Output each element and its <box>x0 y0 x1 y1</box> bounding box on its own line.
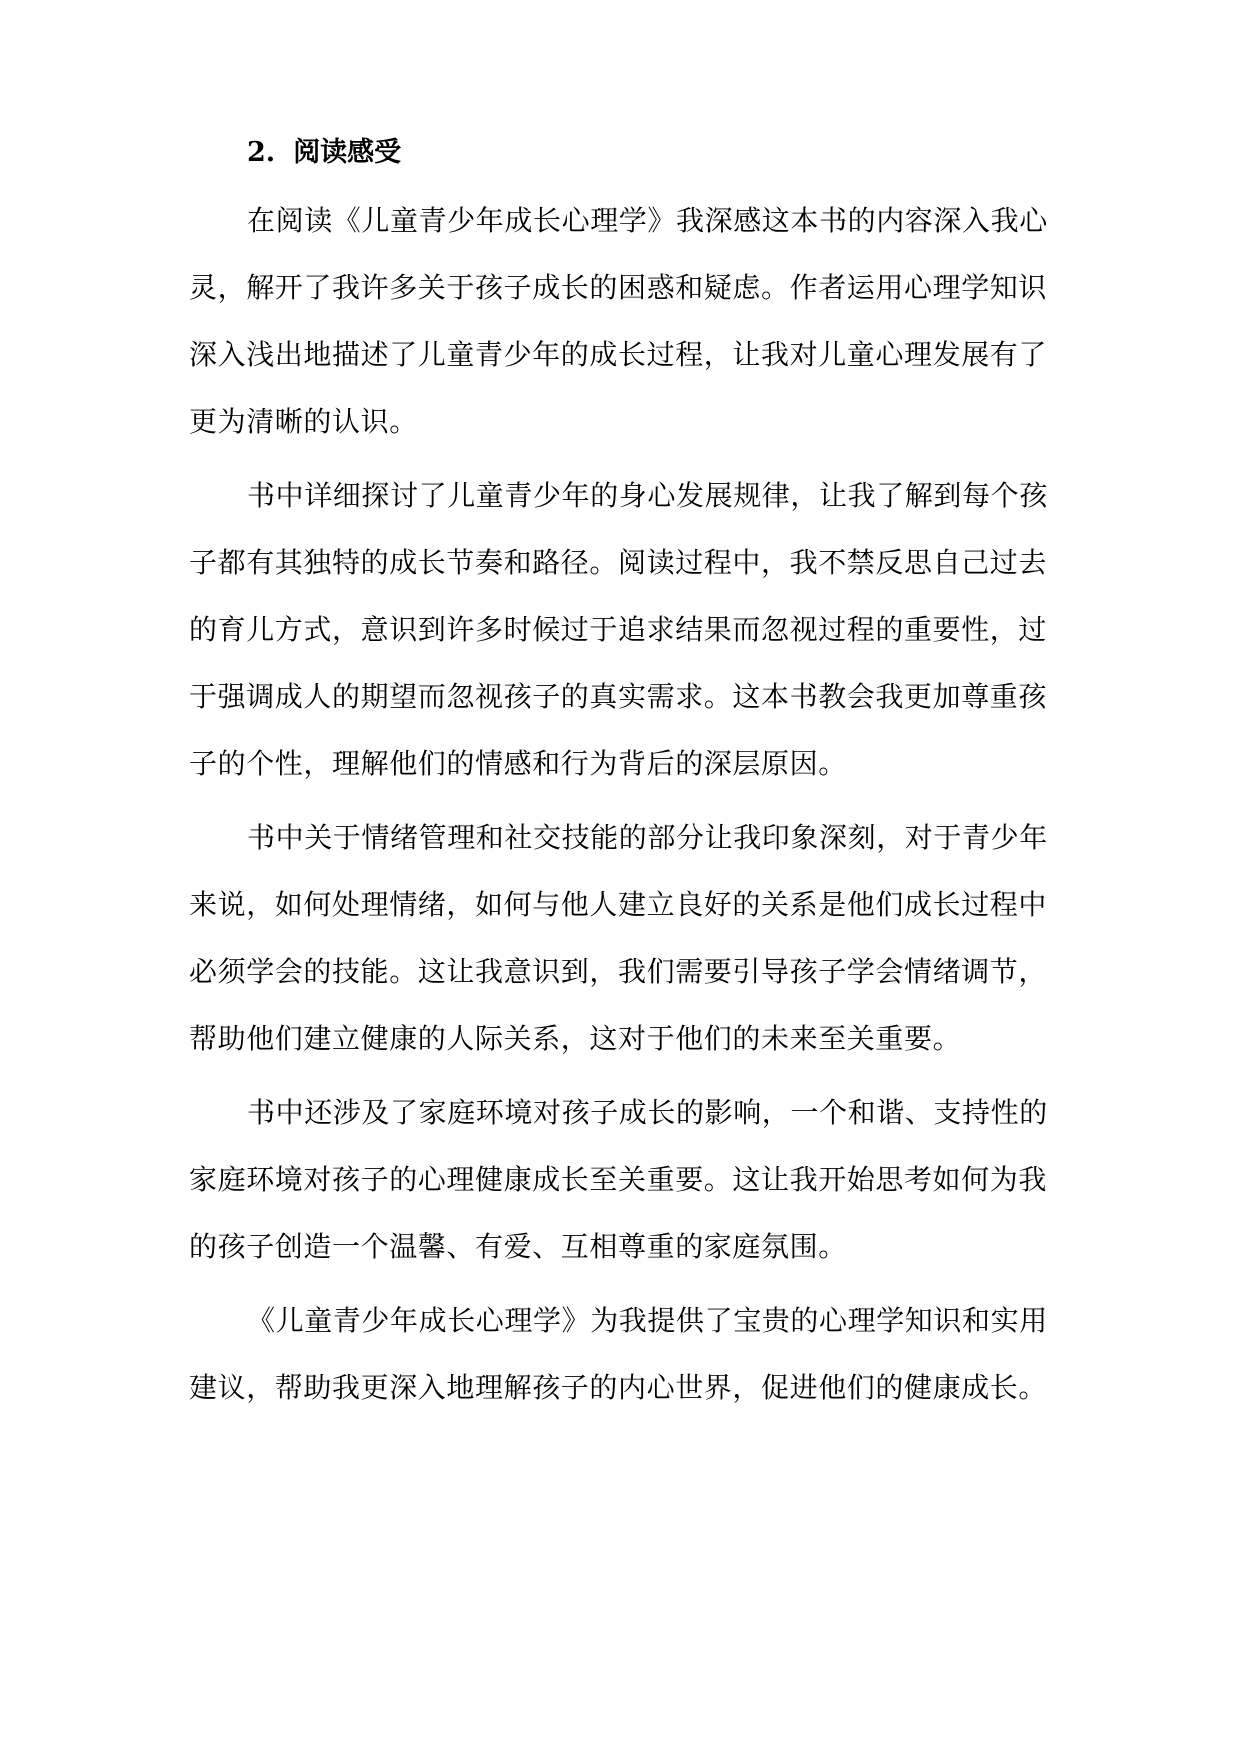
paragraph-2-line-3: 的育儿方式，意识到许多时候过于追求结果而忽视过程的重要性，过 <box>189 613 1048 646</box>
paragraph-3-line-4: 帮助他们建立健康的人际关系，这对于他们的未来至关重要。 <box>189 1022 962 1055</box>
paragraph-2-line-1: 书中详细探讨了儿童青少年的身心发展规律，让我了解到每个孩 <box>247 479 1048 512</box>
paragraph-5-line-2: 建议，帮助我更深入地理解孩子的内心世界，促进他们的健康成长。 <box>189 1371 1048 1404</box>
section-title: 阅读感受 <box>293 137 402 168</box>
paragraph-1-line-2: 灵，解开了我许多关于孩子成长的困惑和疑虑。作者运用心理学知识 <box>189 271 1048 304</box>
paragraph-4-line-1: 书中还涉及了家庭环境对孩子成长的影响，一个和谐、支持性的 <box>247 1096 1048 1129</box>
paragraph-2-line-4: 于强调成人的期望而忽视孩子的真实需求。这本书教会我更加尊重孩 <box>189 680 1048 713</box>
paragraph-1-line-4: 更为清晰的认识。 <box>189 405 418 438</box>
paragraph-3-line-2: 来说，如何处理情绪，如何与他人建立良好的关系是他们成长过程中 <box>189 888 1048 921</box>
section-heading <box>247 133 401 173</box>
paragraph-3-line-3: 必须学会的技能。这让我意识到，我们需要引导孩子学会情绪调节， <box>189 955 1048 988</box>
paragraph-1-line-1: 在阅读《儿童青少年成长心理学》我深感这本书的内容深入我心 <box>247 204 1048 237</box>
section-number: 2. <box>247 137 276 168</box>
paragraph-4-line-2: 家庭环境对孩子的心理健康成长至关重要。这让我开始思考如何为我 <box>189 1163 1048 1196</box>
paragraph-1-line-3: 深入浅出地描述了儿童青少年的成长过程，让我对儿童心理发展有了 <box>189 338 1048 371</box>
paragraph-4-line-3: 的孩子创造一个温馨、有爱、互相尊重的家庭氛围。 <box>189 1230 847 1263</box>
paragraph-3-line-1: 书中关于情绪管理和社交技能的部分让我印象深刻，对于青少年 <box>247 821 1048 854</box>
paragraph-5-line-1: 《儿童青少年成长心理学》为我提供了宝贵的心理学知识和实用 <box>247 1304 1048 1337</box>
paragraph-2-line-5: 子的个性，理解他们的情感和行为背后的深层原因。 <box>189 747 847 780</box>
paragraph-2-line-2: 子都有其独特的成长节奏和路径。阅读过程中，我不禁反思自己过去 <box>189 546 1048 579</box>
